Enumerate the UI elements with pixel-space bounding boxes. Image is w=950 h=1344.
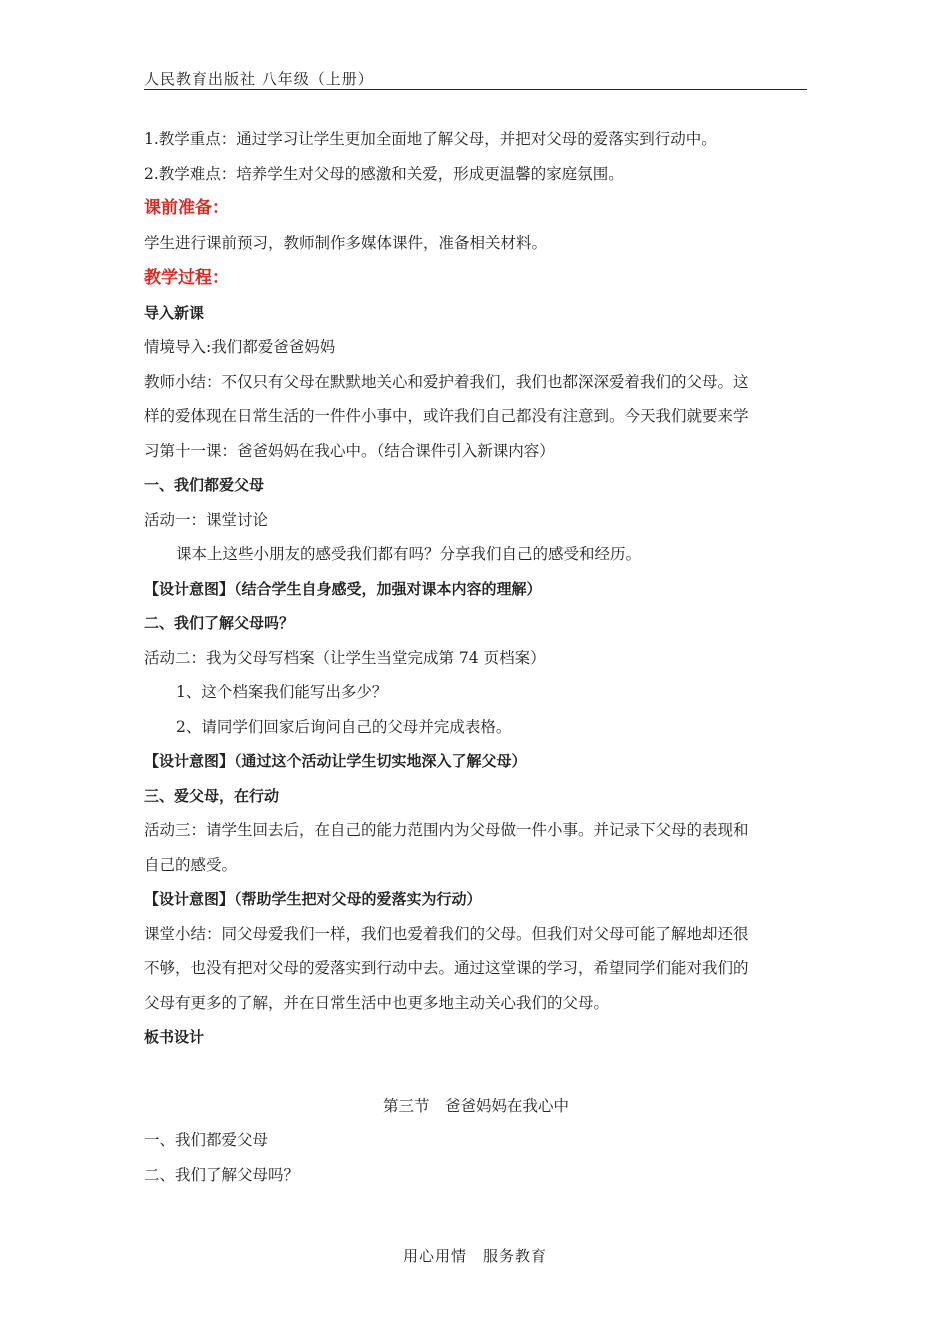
board-design-heading: 板书设计 [144, 1028, 205, 1046]
page-header: 人民教育出版社 八年级（上册） [144, 70, 374, 88]
teaching-focus: 1.教学重点：通过学习让学生更加全面地了解父母，并把对父母的爱落实到行动中。 [144, 130, 717, 148]
board-item-1: 一、我们都爱父母 [144, 1131, 269, 1149]
design-intent-1: 【设计意图】（结合学生自身感受，加强对课本内容的理解） [144, 579, 542, 598]
document-body [144, 122, 808, 1192]
heading-preparation: 课前准备： [144, 198, 229, 218]
teaching-difficulty: 2.教学难点：培养学生对父母的感激和关爱，形成更温馨的家庭氛围。 [144, 164, 624, 183]
page-footer: 用心用情 服务教育 [402, 1247, 547, 1265]
heading-intro: 导入新课 [144, 303, 205, 322]
class-summary-line-1: 课堂小结：同父母爱我们一样，我们也爱着我们的父母。但我们对父母可能了解地却还很 [144, 924, 749, 943]
intro-scenario: 情境导入:我们都爱爸爸妈妈 [144, 338, 336, 356]
class-summary-line-2: 不够，也没有把对父母的爱落实到行动中去。通过这堂课的学习，希望同学们能对我们的 [144, 959, 749, 977]
teacher-summary-line-2: 样的爱体现在日常生活的一件件小事中，或许我们自己都没有注意到。今天我们就要来学 [144, 407, 749, 425]
teacher-summary-line-1: 教师小结：不仅只有父母在默默地关心和爱护着我们，我们也都深深爱着我们的父母。这 [144, 372, 749, 391]
design-intent-2: 【设计意图】（通过这个活动让学生切实地深入了解父母） [144, 752, 527, 770]
section-3-heading: 三、爱父母，在行动 [144, 786, 280, 805]
board-title: 第三节 爸爸妈妈在我心中 [382, 1096, 569, 1115]
activity-2: 活动二：我为父母写档案（让学生当堂完成第 74 页档案） [144, 648, 546, 667]
design-intent-3: 【设计意图】（帮助学生把对父母的爱落实为行动） [144, 890, 482, 908]
activity-2-item-2: 2、请同学们回家后询问自己的父母并完成表格。 [176, 717, 512, 736]
section-1-heading: 一、我们都爱父母 [144, 476, 265, 494]
activity-2-item-1: 1、这个档案我们能写出多少？ [176, 683, 388, 701]
teacher-summary-line-3: 习第十一课：爸爸妈妈在我心中。（结合课件引入新课内容） [144, 441, 555, 460]
heading-process: 教学过程： [144, 267, 229, 288]
spacer [144, 1055, 808, 1089]
activity-3-line-1: 活动三：请学生回去后，在自己的能力范围内为父母做一件小事。并记录下父母的表现和 [144, 821, 749, 839]
class-summary-line-3: 父母有更多的了解，并在日常生活中也更多地主动关心我们的父母。 [144, 993, 610, 1012]
board-item-2: 二、我们了解父母吗？ [144, 1165, 300, 1184]
activity-3-line-2: 自己的感受。 [144, 855, 238, 874]
header-divider [144, 89, 807, 90]
activity-1-detail: 课本上这些小朋友的感受我们都有吗？分享我们自己的感受和经历。 [176, 545, 642, 563]
section-2-heading: 二、我们了解父母吗？ [144, 614, 295, 632]
preparation-text: 学生进行课前预习，教师制作多媒体课件，准备相关材料。 [144, 234, 548, 252]
activity-1: 活动一：课堂讨论 [144, 510, 269, 529]
